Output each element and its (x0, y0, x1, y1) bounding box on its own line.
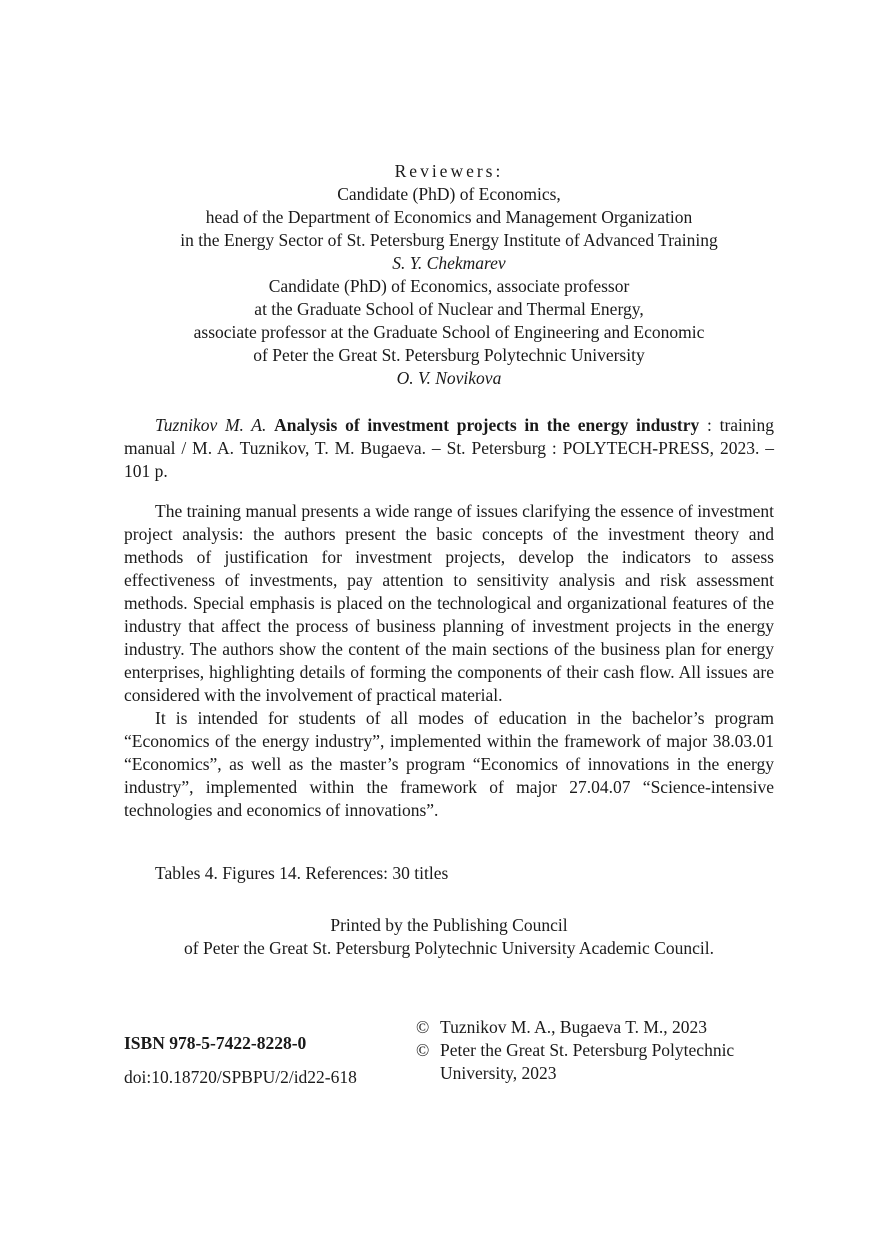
publishing-council-note (124, 914, 774, 960)
copyright-university-line-2: University, 2023 (440, 1063, 557, 1083)
reviewer1-position: head of the Department of Economics and Management Organization (205, 207, 693, 227)
reviewers-block (124, 160, 774, 390)
abstract-block (124, 500, 774, 822)
reviewer2-name: O. V. Novikova (396, 368, 502, 388)
copyright-icon: © (416, 1017, 430, 1037)
citation-title: Analysis of investment projects in the energy industry (274, 415, 700, 435)
isbn: ISBN 978-5-7422-8228-0 (124, 1033, 307, 1053)
reviewer2-position: at the Graduate School of Nuclear and Thermal Energy, (254, 299, 644, 319)
printed-line-1: Printed by the Publishing Council (330, 915, 568, 935)
tables-figures-references: Tables 4. Figures 14. References: 30 titles (155, 863, 449, 883)
copyright-icon: © (416, 1040, 430, 1060)
copyright-block (416, 1016, 776, 1085)
abstract-paragraph-1: The training manual presents a wide range of issues clarifying the essence of investment project analysis: the authors present the basic concepts of the investment theory and methods of justification for investment projects, develop the indicators to assess effectiveness of investments, pay attention to sensitivity analysis and risk assessment methods. Special emphasis is placed on the technological and organizational features of the industry that affect the process of business planning of investment projects in the energy industry. The authors show the content of the main sections of the business plan for energy enterprises, highlighting details of forming the components of their cash flow. All issues are considered with the involvement of practical material. (124, 501, 774, 705)
reviewer2-degree: Candidate (PhD) of Economics, associate professor (268, 276, 630, 296)
copyright-entry-authors (416, 1016, 776, 1039)
reviewer1-affiliation: in the Energy Sector of St. Petersburg Energy Institute of Advanced Training (180, 230, 718, 250)
bibliographic-citation (124, 414, 774, 483)
reviewers-heading: Reviewers: (394, 161, 504, 181)
reviewer2-position-2: associate professor at the Graduate School of Engineering and Economic (193, 322, 705, 342)
copyright-authors: Tuznikov M. A., Bugaeva T. M., 2023 (440, 1017, 708, 1037)
abstract-paragraph-2: It is intended for students of all modes of education in the bachelor’s program “Economics of the energy industry”, implemented within the framework of major 38.03.01 “Economics”, as well as the master’s program “Economics of innovations in the energy industry”, implemented within the framework of major 27.04.07 “Science-intensive technologies and economics of innovations”. (124, 708, 774, 820)
doi: doi:10.18720/SPBPU/2/id22-618 (124, 1067, 357, 1087)
copyright-entry-university (416, 1039, 776, 1085)
reviewer1-degree: Candidate (PhD) of Economics, (337, 184, 561, 204)
printed-line-2: of Peter the Great St. Petersburg Polytechnic University Academic Council. (184, 938, 714, 958)
citation-author: Tuznikov M. A. (155, 415, 267, 435)
reviewer1-name: S. Y. Chekmarev (392, 253, 506, 273)
citation-details: : training manual / M. A. Tuznikov, T. M. Bugaeva. – St. Petersburg : POLYTECH-PRESS, 2023. – 101 p. (124, 415, 775, 481)
copyright-university-line-1: Peter the Great St. Petersburg Polytechnic (440, 1040, 735, 1060)
reviewer2-affiliation: of Peter the Great St. Petersburg Polytechnic University (253, 345, 645, 365)
